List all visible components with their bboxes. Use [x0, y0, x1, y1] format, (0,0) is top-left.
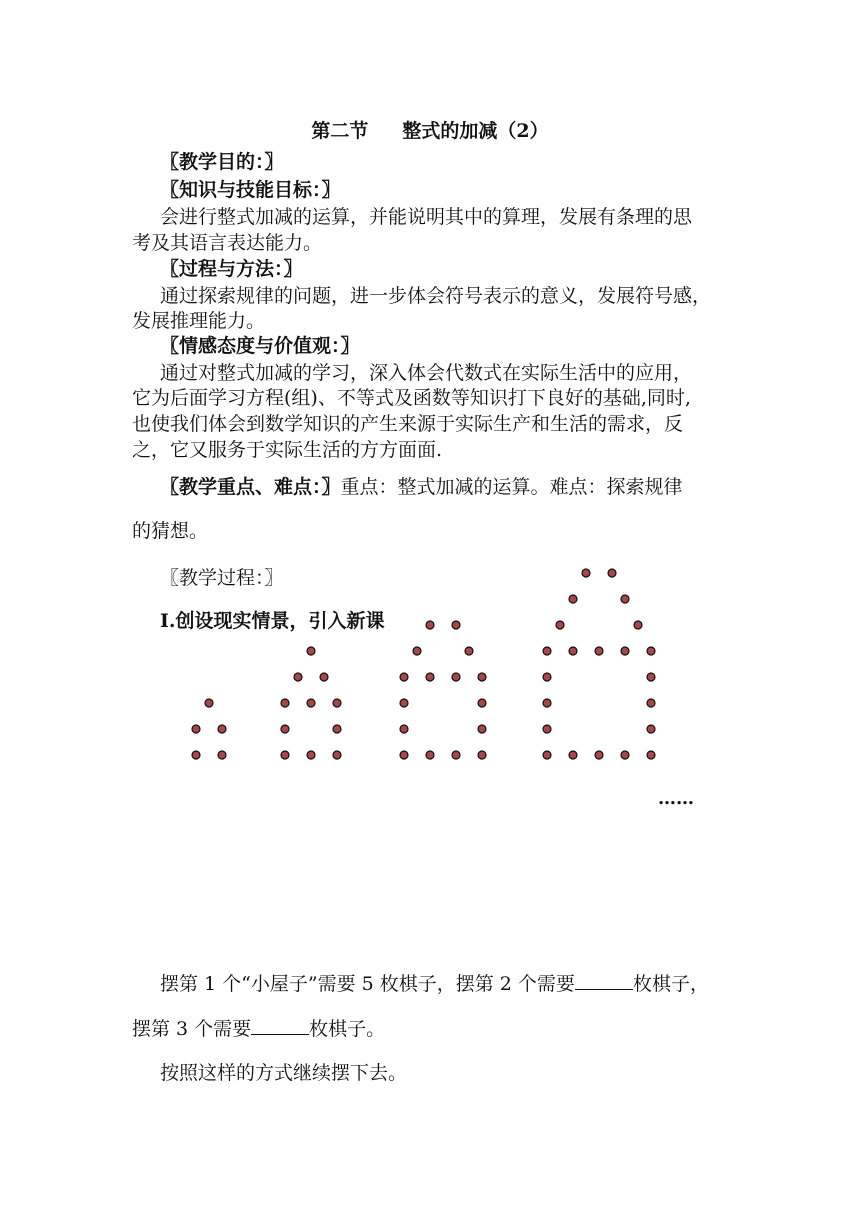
house-1-piece: [192, 751, 200, 759]
house-2-piece: [307, 699, 315, 707]
house-3-piece: [478, 751, 486, 759]
house-4-piece: [647, 751, 655, 759]
house-4-piece: [543, 699, 551, 707]
house-4-piece: [621, 751, 629, 759]
house-3-piece: [426, 751, 434, 759]
house-3-piece: [400, 725, 408, 733]
house-4-piece: [543, 751, 551, 759]
house-3-piece: [426, 673, 434, 681]
process-text-line1: 通过探索规律的问题，进一步体会符号表示的意义，发展符号感，: [160, 285, 712, 307]
house-2-piece: [333, 751, 341, 759]
section1-heading: Ⅰ.创设现实情景，引入新课: [160, 610, 385, 632]
house-4-piece: [543, 673, 551, 681]
question-line2-a: 摆第 3 个需要: [132, 1018, 252, 1040]
title-topic: 整式的加减（2）: [402, 120, 549, 142]
house-4-piece: [647, 673, 655, 681]
house-4-roof-piece: [621, 595, 629, 603]
process-text-line2: 发展推理能力。: [132, 310, 266, 332]
house-4-piece: [569, 751, 577, 759]
house-4-piece: [543, 647, 551, 655]
emotion-text-line4: 之，它又服务于实际生活的方方面面.: [132, 439, 443, 461]
keypoints-text1: 重点：整式加减的运算。难点：探索规律: [340, 476, 683, 498]
house-2-roof-piece: [307, 647, 315, 655]
house-3-piece: [478, 725, 486, 733]
house-4-piece: [621, 647, 629, 655]
house-2-piece: [281, 699, 289, 707]
question-line3: 按照这样的方式继续摆下去。: [160, 1062, 408, 1084]
house-2-roof-piece: [320, 673, 328, 681]
house-1-piece: [192, 725, 200, 733]
objectives-heading: 〖教学目的：〗: [160, 151, 284, 173]
house-4-roof-piece: [569, 595, 577, 603]
question-line1-a: 摆第 1 个“小屋子”需要 5 枚棋子，摆第 2 个需要: [160, 973, 575, 995]
question-line2-b: 枚棋子。: [309, 1018, 386, 1040]
house-3-roof-piece: [465, 647, 473, 655]
house-3-piece: [400, 699, 408, 707]
house-4-piece: [647, 647, 655, 655]
house-3-piece: [478, 673, 486, 681]
emotion-text-line2: 它为后面学习方程(组)、不等式及函数等知识打下良好的基础,同时,: [132, 387, 691, 409]
house-4-piece: [647, 725, 655, 733]
teaching-process-heading: 〖教学过程：〗: [160, 567, 284, 589]
house-4-piece: [647, 699, 655, 707]
house-4-piece: [569, 647, 577, 655]
house-4-roof-piece: [634, 621, 642, 629]
house-2-piece: [281, 751, 289, 759]
knowledge-heading: 〖知识与技能目标：〗: [160, 179, 341, 201]
house-3-piece: [400, 673, 408, 681]
process-method-heading: 〖过程与方法：〗: [160, 258, 303, 280]
house-3-roof-piece: [413, 647, 421, 655]
house-3-piece: [452, 673, 460, 681]
house-1-piece: [218, 751, 226, 759]
answer-blank-2[interactable]: [575, 971, 633, 990]
house-4-roof-piece: [556, 621, 564, 629]
house-3-piece: [400, 751, 408, 759]
house-4-roof-piece: [582, 569, 590, 577]
knowledge-text-line1: 会进行整式加减的运算，并能说明其中的算理，发展有条理的思: [160, 206, 693, 228]
pattern-ellipsis: ……: [658, 788, 694, 809]
house-3-piece: [452, 751, 460, 759]
keypoints-heading: 〖教学重点、难点：〗: [160, 476, 341, 498]
house-4-roof-piece: [608, 569, 616, 577]
emotion-text-line3: 也使我们体会到数学知识的产生来源于实际生产和生活的需求，反: [132, 413, 684, 435]
answer-blank-3[interactable]: [251, 1016, 309, 1035]
title-section: 第二节: [311, 120, 369, 142]
house-1-piece: [218, 725, 226, 733]
house-2-piece: [307, 751, 315, 759]
emotion-text-line1: 通过对整式加减的学习，深入体会代数式在实际生活中的应用，: [160, 362, 693, 384]
house-3-roof-piece: [426, 621, 434, 629]
house-2-roof-piece: [294, 673, 302, 681]
house-4-piece: [595, 751, 603, 759]
house-4-piece: [543, 725, 551, 733]
house-2-piece: [333, 725, 341, 733]
house-3-piece: [478, 699, 486, 707]
knowledge-text-line2: 考及其语言表达能力。: [132, 232, 323, 254]
house-2-piece: [333, 699, 341, 707]
house-4-piece: [595, 647, 603, 655]
house-2-piece: [281, 725, 289, 733]
emotion-heading: 〖情感态度与价值观：〗: [160, 335, 360, 357]
house-3-roof-piece: [452, 621, 460, 629]
question-line1-b: 枚棋子，: [632, 973, 709, 995]
keypoints-text2: 的猜想。: [132, 520, 209, 542]
question-line1: [160, 971, 732, 996]
house-1-roof-piece: [205, 699, 213, 707]
question-line2: [132, 1016, 732, 1041]
